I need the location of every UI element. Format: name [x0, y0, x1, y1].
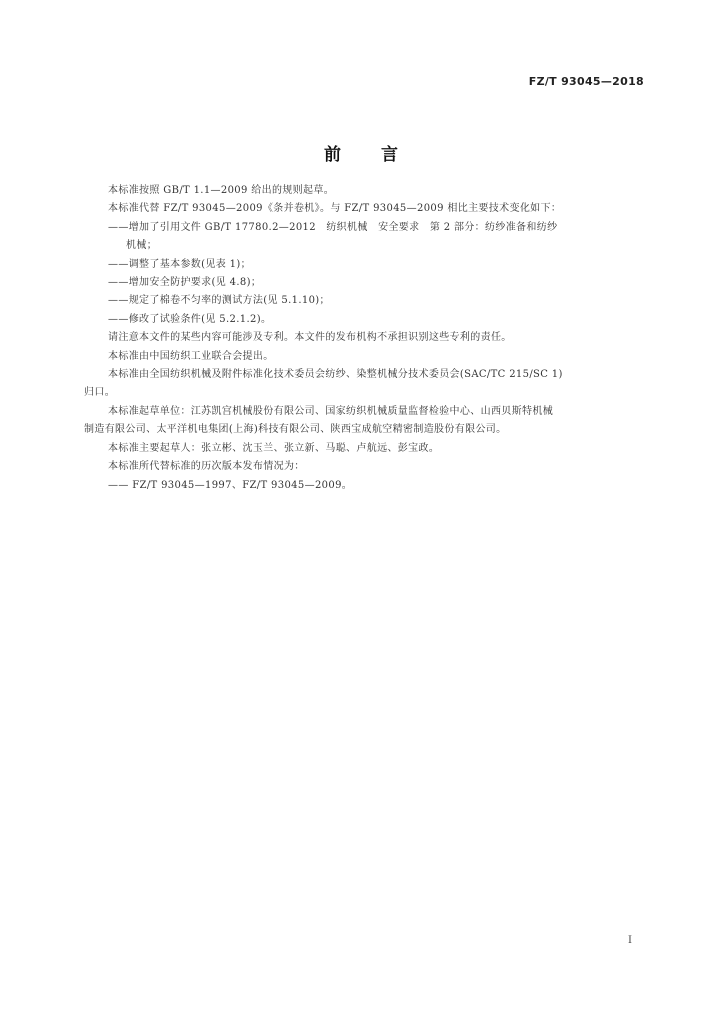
paragraph-replaces: 本标准代替 FZ/T 93045—2009《条并卷机》。与 FZ/T 93045—2009 相比主要技术变化如下：	[108, 203, 562, 215]
change-item-test-conditions: ——修改了试验条件(见 5.2.1.2)。	[108, 313, 272, 325]
paragraph-history: 本标准所代替标准的历次版本发布情况为：	[108, 461, 305, 473]
foreword-body	[84, 182, 644, 495]
page-title-char-2: 言	[381, 145, 400, 165]
change-item-reference-cont: 机械；	[126, 240, 158, 252]
page-title-char-1: 前	[324, 145, 343, 165]
paragraph-proposed-by: 本标准由中国纺织工业联合会提出。	[108, 350, 274, 362]
page-title	[0, 140, 724, 165]
paragraph-drafters: 本标准主要起草人：张立彬、沈玉兰、张立新、马聪、卢航远、彭宝政。	[108, 442, 440, 454]
paragraph-drafting-rule: 本标准按照 GB/T 1.1—2009 给出的规则起草。	[108, 185, 335, 196]
paragraph-patent-notice: 请注意本文件的某些内容可能涉及专利。本文件的发布机构不承担识别这些专利的责任。	[108, 332, 512, 344]
change-item-safety: ——增加安全防护要求(见 4.8)；	[108, 277, 262, 289]
change-item-test-method: ——规定了棉卷不匀率的测试方法(见 5.1.10)；	[108, 295, 330, 307]
change-item-reference: ——增加了引用文件 GB/T 17780.2—2012 纺织机械 安全要求 第 2 部分：纺纱准备和纺纱	[108, 221, 558, 233]
standard-code: FZ/T 93045—2018	[528, 75, 644, 88]
page-number: I	[628, 935, 632, 946]
paragraph-drafting-units: 本标准起草单位：江苏凯宫机械股份有限公司、国家纺织机械质量监督检验中心、山西贝斯特机械	[108, 405, 554, 417]
paragraph-drafting-units-cont: 制造有限公司、太平洋机电集团(上海)科技有限公司、陕西宝成航空精密制造股份有限公司。	[84, 424, 507, 436]
paragraph-committee-cont: 归口。	[84, 387, 116, 399]
paragraph-committee: 本标准由全国纺织机械及附件标准化技术委员会纺纱、染整机械分技术委员会(SAC/TC 215/SC 1)	[108, 369, 563, 381]
paragraph-history-versions: —— FZ/T 93045—1997、FZ/T 93045—2009。	[108, 479, 353, 491]
change-item-parameters: ——调整了基本参数(见表 1)；	[108, 258, 251, 270]
